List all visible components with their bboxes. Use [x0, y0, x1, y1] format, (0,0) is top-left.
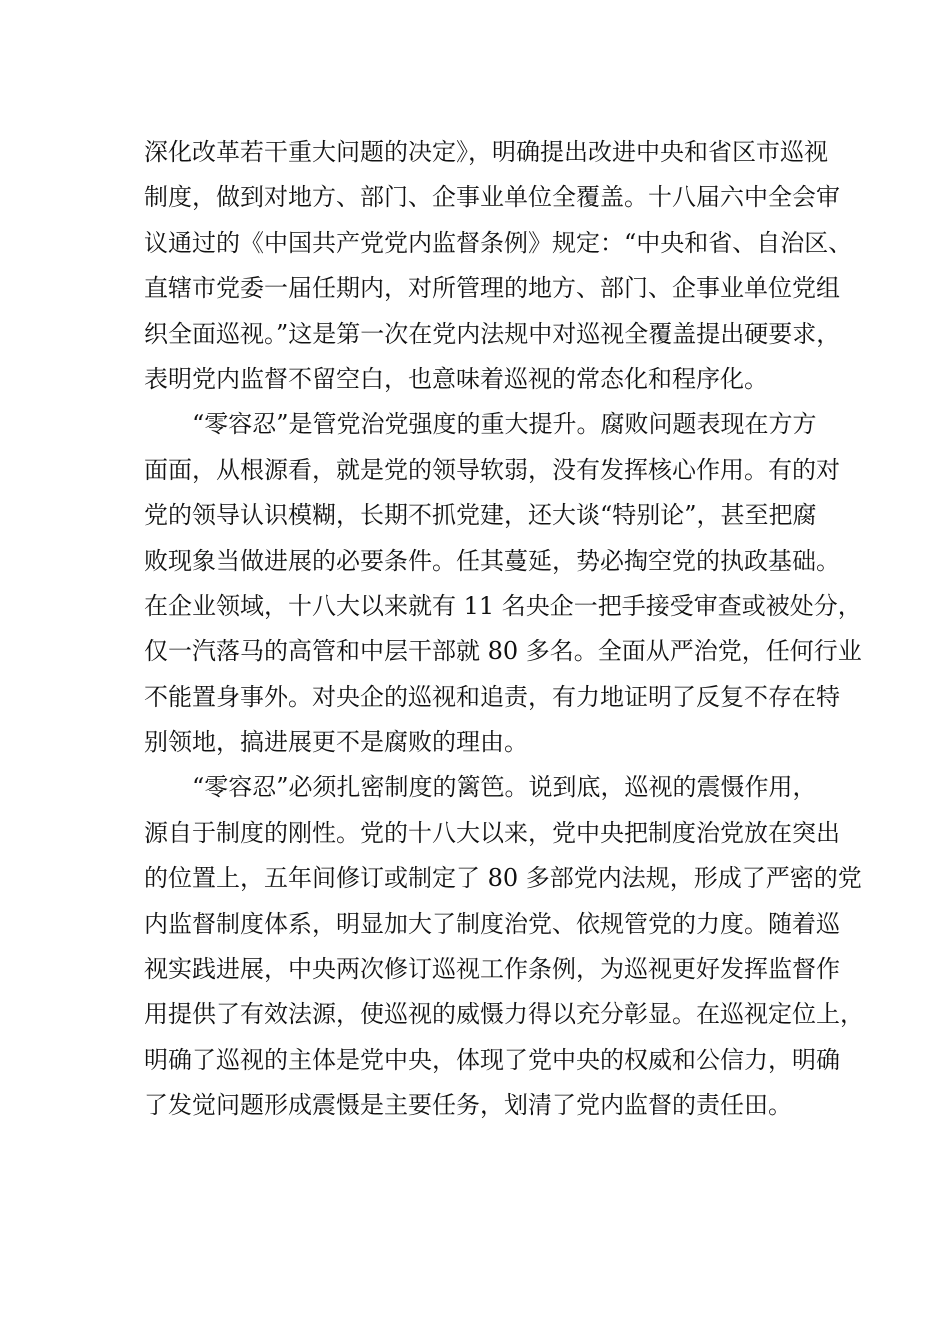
text-line: 用提供了有效法源，使巡视的威慑力得以充分彰显。在巡视定位上， [144, 1000, 864, 1029]
paragraph-first-line: “零容忍”必须扎密制度的篱笆。说到底，巡视的震慑作用， [192, 773, 817, 802]
text-line: 表明党内监督不留空白，也意味着巡视的常态化和程序化。 [144, 364, 768, 393]
text-line: 议通过的《中国共产党党内监督条例》规定：“中央和省、自治区、 [144, 228, 853, 257]
document-body [144, 130, 864, 1129]
text-line: 的位置上，五年间修订或制定了 80 多部党内法规，形成了严密的党 [144, 864, 862, 893]
text-line: 了发觉问题形成震慑是主要任务，划清了党内监督的责任田。 [144, 1091, 792, 1120]
text-line: 在企业领域，十八大以来就有 11 名央企一把手接受审查或被处分， [144, 591, 862, 620]
text-line: 党的领导认识模糊，长期不抓党建，还大谈“特别论”，甚至把腐 [144, 501, 817, 530]
text-line: 明确了巡视的主体是党中央，体现了党中央的权威和公信力，明确 [144, 1045, 840, 1074]
text-line: 视实践进展，中央两次修订巡视工作条例，为巡视更好发挥监督作 [144, 955, 840, 984]
text-line: 内监督制度体系，明显加大了制度治党、依规管党的力度。随着巡 [144, 909, 840, 938]
text-line: 仅一汽落马的高管和中层干部就 80 多名。全面从严治党，任何行业 [144, 637, 862, 666]
text-line: 直辖市党委一届任期内，对所管理的地方、部门、企事业单位党组 [144, 274, 840, 303]
text-line: 制度，做到对地方、部门、企事业单位全覆盖。十八届六中全会审 [144, 183, 840, 212]
text-line: 面面，从根源看，就是党的领导软弱，没有发挥核心作用。有的对 [144, 455, 840, 484]
text-line: 败现象当做进展的必要条件。任其蔓延，势必掏空党的执政基础。 [144, 546, 840, 575]
text-line: 织全面巡视。”这是第一次在党内法规中对巡视全覆盖提出硬要求， [144, 319, 841, 348]
text-line: 源自于制度的刚性。党的十八大以来，党中央把制度治党放在突出 [144, 818, 840, 847]
text-line: 别领地，搞进展更不是腐败的理由。 [144, 728, 528, 757]
paragraph-first-line: “零容忍”是管党治党强度的重大提升。腐败问题表现在方方 [192, 410, 817, 439]
text-line: 深化改革若干重大问题的决定》，明确提出改进中央和省区市巡视 [144, 138, 828, 166]
text-line: 不能置身事外。对央企的巡视和追责，有力地证明了反复不存在特 [144, 682, 840, 711]
